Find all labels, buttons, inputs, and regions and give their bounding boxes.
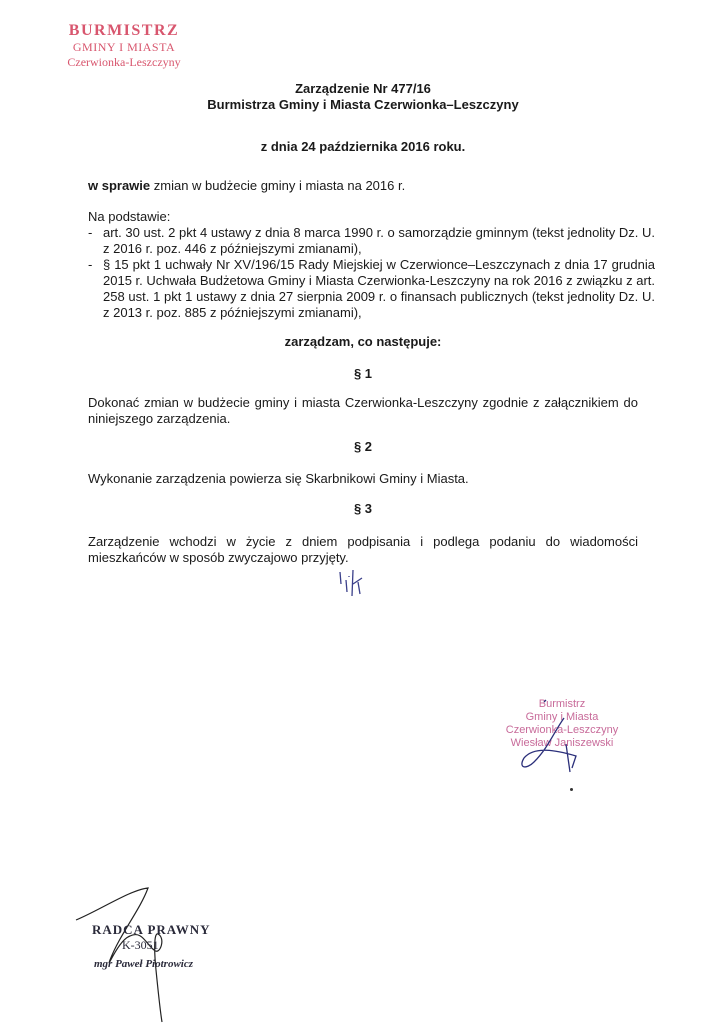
- stamp-line-1: BURMISTRZ: [68, 22, 180, 39]
- legal-counsel-stamp: [78, 922, 228, 970]
- list-item-text: art. 30 ust. 2 pkt 4 ustawy z dnia 8 marca 1990 r. o samorządzie gminnym (tekst jednolity Dz. U. z 2016 r. poz. 446 z późniejszymi zmianami),: [103, 225, 655, 256]
- ink-dot: [570, 788, 573, 791]
- paragraph-mark-3: § 3: [353, 501, 373, 516]
- paragraph-mark-2: § 2: [353, 439, 373, 454]
- legal-basis-label: Na podstawie:: [88, 209, 171, 224]
- stamp-line-2: K-3051: [122, 938, 159, 952]
- paragraph-text-3: Zarządzenie wchodzi w życie z dniem podpisania i podlega podaniu do wiadomości mieszkańców w sposób zwyczajowo przyjęty.: [88, 534, 638, 565]
- subject-text: zmian w budżecie gminy i miasta na 2016 r.: [150, 178, 406, 193]
- stamp-line-1: Burmistrz: [538, 698, 586, 710]
- mayor-signature: [504, 698, 614, 778]
- paragraph-text-2: Wykonanie zarządzenia powierza się Skarbnikowi Gminy i Miasta.: [88, 471, 469, 486]
- bullet-dash: -: [88, 225, 93, 240]
- stamp-line-1: RADCA PRAWNY: [92, 922, 211, 937]
- list-item-text: § 15 pkt 1 uchwały Nr XV/196/15 Rady Miejskiej w Czerwionce–Leszczynach z dnia 17 grudnia 2015 r. Uchwała Budżetowa Gminy i Miasta Czerwionka-Leszczyny na rok 2016 z związku z art. 258 ust. 1 pkt 1 ustawy z dnia 27 sierpnia 2009 r. o finansach publicznych (tekst jednolity Dz. U. z 2013 r. poz. 885 z późniejszymi zmianami),: [103, 257, 656, 320]
- stamp-line-2: GMINY I MIASTA: [72, 40, 176, 54]
- stamp-line-3: mgr Paweł Piotrowicz: [94, 958, 193, 970]
- document-issuer: Burmistrza Gminy i Miasta Czerwionka–Leszczyny: [207, 97, 519, 112]
- document-date: z dnia 24 października 2016 roku.: [260, 139, 466, 154]
- decree-line: zarządzam, co następuje:: [284, 334, 442, 349]
- mayor-signature-stamp: [494, 698, 630, 750]
- stamp-line-3: Czerwionka-Leszczyny: [67, 55, 181, 69]
- stamp-line-3: Czerwionka-Leszczyny: [505, 724, 619, 736]
- handwritten-initials: [336, 566, 372, 598]
- stamp-line-4: Wiesław Janiszewski: [510, 737, 614, 749]
- paragraph-mark-1: § 1: [353, 366, 373, 381]
- stamp-line-2: Gminy i Miasta: [525, 711, 599, 723]
- paragraph-text-1: Dokonać zmian w budżecie gminy i miasta Czerwionka-Leszczyny zgodnie z załącznikiem do niniejszego zarządzenia.: [88, 395, 638, 426]
- subject-prefix: w sprawie: [88, 178, 151, 193]
- bullet-dash: -: [88, 257, 93, 272]
- document-title: Zarządzenie Nr 477/16: [295, 81, 431, 96]
- mayor-office-stamp: [44, 22, 204, 70]
- list-item: [88, 257, 655, 321]
- list-item: [88, 225, 655, 257]
- document-subject: [88, 178, 638, 194]
